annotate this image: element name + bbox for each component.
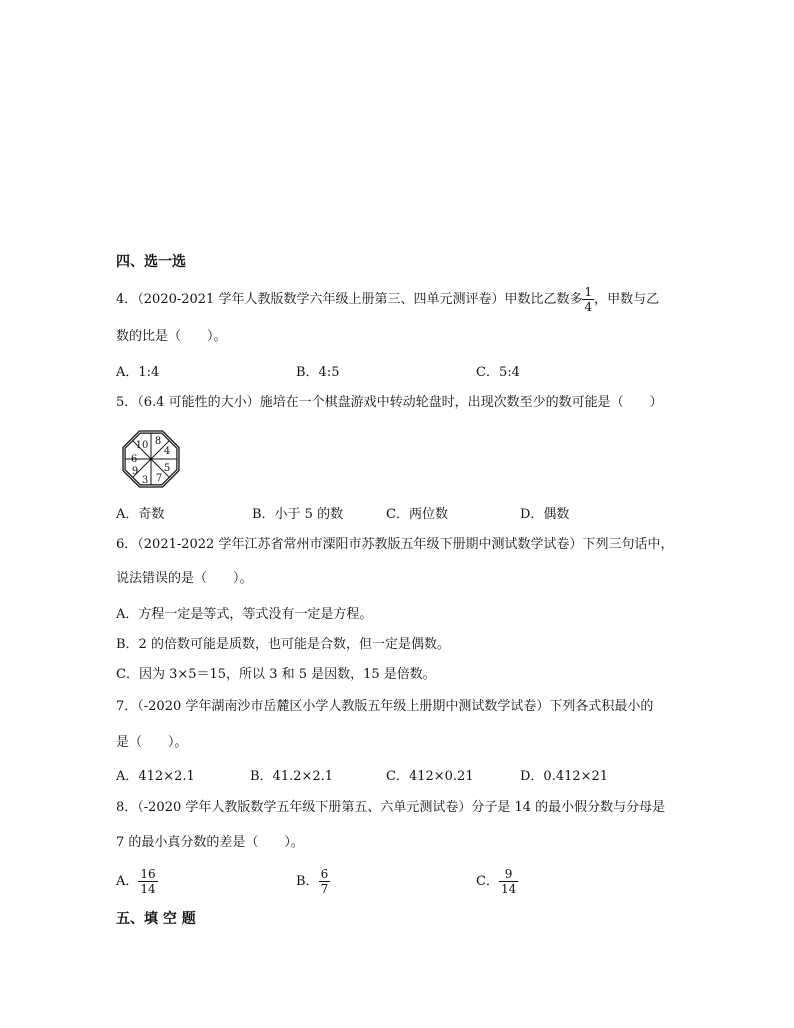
question-8-option-c [476, 864, 518, 900]
question-4-option-b: B．4:5 [296, 365, 340, 380]
question-4-stem-text-a: 4．（2020-2021 学年人教版数学六年级上册第三、四单元测评卷）甲数比乙数多 [116, 292, 583, 307]
question-8-option-b [296, 864, 330, 900]
question-6-option-a: A．方程一定是等式，等式没有一定是方程。 [116, 607, 373, 622]
question-4-option-a: A．1:4 [116, 365, 160, 380]
question-4-option-c: C．5:4 [476, 365, 520, 380]
section-4-title: 四、选一选 [116, 254, 186, 270]
question-7-stem-line2: 是（ ）。 [116, 735, 188, 750]
fraction-denominator: 4 [584, 300, 593, 314]
option-label: A． [116, 874, 139, 889]
wheel-number: 6 [130, 454, 138, 465]
question-5-option-a: A．奇数 [116, 507, 165, 522]
question-6-option-c: C．因为 3×5＝15，所以 3 和 5 是因数，15 是倍数。 [116, 667, 436, 682]
fraction-numerator: 9 [499, 867, 518, 882]
question-4-stem-line2: 数的比是（ ）。 [116, 329, 227, 344]
question-7-option-d: D．0.412×21 [520, 769, 609, 784]
question-8-stem-line2: 7 的最小真分数的差是（ ）。 [116, 835, 304, 850]
option-label: B． [296, 874, 319, 889]
wheel-number: 8 [154, 436, 162, 447]
wheel-number: 9 [131, 466, 139, 477]
section-5-title: 五、填 空 题 [116, 911, 196, 927]
option-fraction [319, 867, 331, 896]
fraction-denominator: 14 [500, 882, 517, 896]
option-fraction [138, 867, 157, 896]
question-5-stem: 5．（6.4 可能性的大小）施培在一个棋盘游戏中转动轮盘时，出现次数至少的数可能是（ ） [116, 395, 663, 410]
question-6-option-b: B．2 的倍数可能是质数，也可能是合数，但一定是偶数。 [116, 637, 450, 652]
wheel-number: 7 [155, 473, 163, 484]
fraction-denominator: 14 [140, 882, 156, 896]
question-4-stem-line1 [116, 281, 659, 319]
question-7-option-b: B．41.2×2.1 [250, 769, 334, 784]
wheel-number: 3 [141, 475, 149, 486]
wheel-number: 4 [163, 446, 171, 457]
fraction-numerator: 16 [140, 867, 156, 881]
option-fraction [499, 867, 518, 896]
question-8-stem-line1: 8．（-2020 学年人教版数学五年级下册第五、六单元测试卷）分子是 14 的最小假分数与分母是 [116, 800, 666, 815]
question-4-fraction [582, 285, 594, 314]
fraction-numerator: 6 [320, 867, 329, 881]
fraction-numerator: 1 [584, 285, 593, 299]
wheel-number: 5 [163, 463, 171, 474]
wheel-number: 10 [135, 440, 149, 451]
option-label: C． [476, 874, 499, 889]
spinner-wheel-figure [116, 424, 186, 494]
question-6-stem-line2: 说法错误的是（ ）。 [116, 571, 253, 586]
question-8-option-a [116, 864, 158, 900]
fraction-denominator: 7 [320, 882, 329, 896]
question-7-option-c: C．412×0.21 [386, 769, 474, 784]
question-6-stem-line1: 6．（2021-2022 学年江苏省常州市溧阳市苏教版五年级下册期中测试数学试卷）下列三句话中， [116, 537, 674, 552]
question-4-stem-text-b: ，甲数与乙 [594, 292, 660, 307]
question-7-stem-line1: 7．（-2020 学年湖南沙市岳麓区小学人教版五年级上册期中测试数学试卷）下列各式积最小的 [116, 699, 654, 714]
question-7-option-a: A．412×2.1 [116, 769, 195, 784]
question-5-option-d: D．偶数 [520, 507, 570, 522]
question-5-option-b: B．小于 5 的数 [252, 507, 344, 522]
question-5-option-c: C．两位数 [386, 507, 448, 522]
